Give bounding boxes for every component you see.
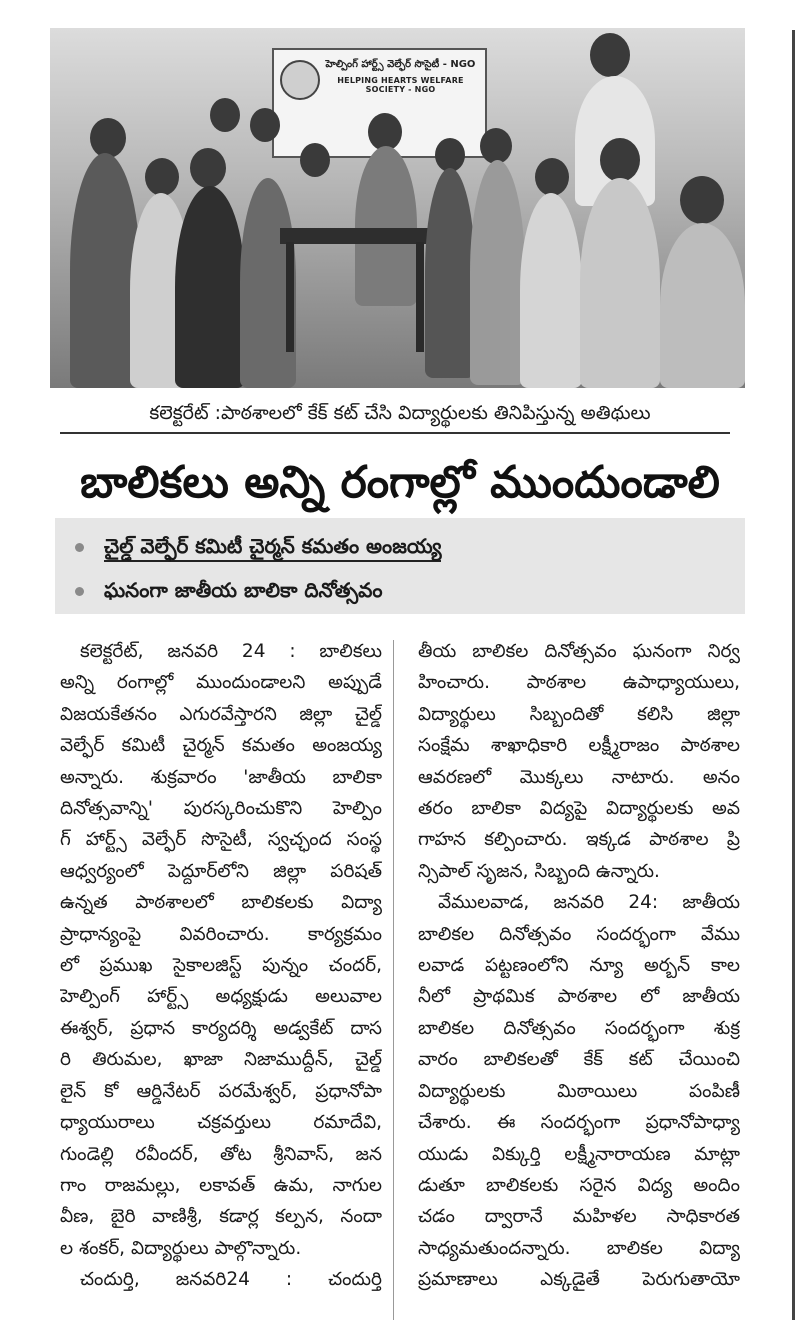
bullet-icon (75, 587, 84, 596)
person (470, 160, 525, 385)
ngo-logo-icon (280, 60, 320, 100)
text-line: హెల్పింగ్ హార్ట్స్ అధ్యక్షుడు అలువాల (60, 986, 382, 1008)
person-head (145, 158, 179, 196)
text-line: ఈశ్వర్, ప్రధాన కార్యదర్శి అడ్వకేట్ దాస (60, 1017, 382, 1039)
text-line: సంక్షేమ శాఖాధికారి లక్ష్మీరాజం పాఠశాల (418, 735, 740, 757)
person (660, 223, 745, 388)
text-line: గాహన కల్పించారు. ఇక్కడ పాఠశాల ప్రి (418, 829, 740, 851)
text-line: తరం బాలికా విద్యపై విద్యార్థులకు అవ (418, 798, 740, 820)
text-line: లో ప్రముఖ సైకాలజిస్ట్ పున్నం చందర్, (60, 955, 382, 977)
text-line: లైన్ కో ఆర్డినేటర్ పరమేశ్వర్, ప్రధానోపా (60, 1080, 382, 1102)
person (355, 146, 417, 306)
page-edge (792, 30, 795, 1320)
person-head (600, 138, 640, 182)
text-line: సాధ్యమతుందన్నారు. బాలికల విద్యా (418, 1237, 740, 1259)
subheading-1-text: చైల్డ్ వెల్ఫేర్ కమిటీ చైర్మన్ కమతం అంజయ్య (104, 534, 441, 562)
person-head (90, 118, 126, 158)
column-divider (393, 640, 394, 1320)
text-line: రి తిరుమల, ఖాజా నిజాముద్దీన్, చైల్డ్ (60, 1049, 382, 1071)
bullet-icon (75, 543, 84, 552)
subheading-2 (75, 570, 383, 610)
article-column-1 (60, 636, 382, 1296)
text-line: చడం ద్వారానే మహిళల సాధికారత (418, 1206, 740, 1228)
text-line: విజయకేతనం ఎగురవేస్తారని జిల్లా చైల్డ్ (60, 703, 382, 725)
text-line: విద్యార్థులకు మిఠాయిలు పంపిణీ (418, 1080, 740, 1102)
banner-title-telugu: హెల్పింగ్ హార్ట్స్ వెల్ఫేర్ సొసైటీ - NGO (325, 59, 476, 70)
text-line: ప్రమాణాలు ఎక్కడైతే పెరుగుతాయో (418, 1269, 740, 1291)
text-line: గుండెల్లి రవీందర్, తోట శ్రీనివాస్, జన (60, 1143, 382, 1165)
subheading-1 (75, 526, 441, 566)
person-head (250, 108, 280, 142)
text-line: ప్రాధాన్యంపై వివరించారు. కార్యక్రమం (60, 923, 382, 945)
text-line: వెల్ఫేర్ కమిటీ చైర్మన్ కమతం అంజయ్య (60, 735, 382, 757)
text-line: ఆవరణలో మొక్కలు నాటారు. అనం (418, 766, 740, 788)
text-line: అన్నారు. శుక్రవారం 'జాతీయ బాలికా (60, 766, 382, 788)
person-head (535, 158, 569, 196)
table-leg (416, 242, 424, 352)
news-photo (50, 28, 745, 388)
text-line: చేశారు. ఈ సందర్భంగా ప్రధానోపాధ్యా (418, 1112, 740, 1134)
text-line: తీయ బాలికల దినోత్సవం ఘనంగా నిర్వ (418, 641, 740, 662)
person-head (210, 98, 240, 132)
person-head (590, 33, 630, 77)
table (280, 228, 430, 244)
text-line: లవాడ పట్టణంలోని న్యూ అర్బన్ కాల (418, 955, 740, 977)
text-line: నీలో ప్రాథమిక పాఠశాల లో జాతీయ (418, 986, 740, 1008)
photo-caption: కలెక్టరేట్ :పాఠశాలలో కేక్ కట్ చేసి విద్యార్థులకు తినిపిస్తున్న అతిథులు (149, 402, 651, 424)
text-line: అన్ని రంగాల్లో ముందుండాలని అప్పుడే (60, 672, 382, 694)
text-line: కలెక్టరేట్, జనవరి 24 : బాలికలు (80, 641, 382, 662)
headline: బాలికలు అన్ని రంగాల్లో ముందుండాలి (80, 457, 720, 508)
person-head (300, 143, 330, 177)
text-line: వీణ, బైరి వాణిశ్రీ, కడార్ల కల్పన, నందా (60, 1206, 382, 1228)
text-line: దినోత్సవాన్ని' పురస్కరించుకొని హెల్పిం (60, 798, 382, 820)
text-line: గ్ హార్ట్స్ వెల్ఫేర్ సొసైటీ, స్వచ్ఛంద సంస్థ (60, 829, 382, 851)
text-line: ఆధ్వర్యంలో పెద్దూర్‌లోని జిల్లా పరిషత్ (60, 860, 382, 882)
person (580, 178, 660, 388)
person (175, 186, 245, 388)
subheadings-box (55, 518, 745, 614)
subheading-2-text: ఘనంగా జాతీయ బాలికా దినోత్సవం (104, 578, 383, 602)
text-line: ఉన్నత పాఠశాలలో బాలికలకు విద్యా (60, 892, 382, 914)
caption-divider (60, 432, 730, 434)
person-head (680, 176, 724, 224)
text-line: న్సిపాల్ సృజన, సిబ్బంది ఉన్నారు. (418, 860, 660, 882)
person (425, 168, 475, 378)
text-line: వారం బాలికలతో కేక్ కట్ చేయించి (418, 1049, 740, 1071)
banner-title-english: HELPING HEARTS WELFARE SOCIETY - NGO (337, 76, 464, 94)
person-head (480, 128, 512, 164)
person-head (435, 138, 465, 172)
text-line: చందుర్తి, జనవరి24 : చందుర్తి (80, 1269, 382, 1291)
text-line: డుతూ బాలికలకు సరైన విద్య అందిం (418, 1174, 740, 1196)
article-column-2 (418, 636, 740, 1296)
person (520, 193, 582, 388)
text-line: యుడు విక్కుర్తి లక్ష్మీనారాయణ మాట్లా (418, 1143, 740, 1165)
text-line: హించారు. పాఠశాల ఉపాధ్యాయులు, (418, 672, 740, 694)
text-line: ల శంకర్, విద్యార్థులు పాల్గొన్నారు. (60, 1237, 302, 1259)
text-line: విద్యార్థులు సిబ్బందితో కలిసి జిల్లా (418, 703, 740, 725)
table-leg (286, 242, 294, 352)
text-line: ధ్యాయురాలు చక్రవర్తులు రమాదేవి, (60, 1112, 382, 1134)
text-line: బాలికల దినోత్సవం సందర్భంగా వేము (418, 923, 740, 945)
text-line: గాం రాజమల్లు, లకావత్ ఉమ, నాగుల (60, 1174, 382, 1196)
person-head (190, 148, 226, 188)
text-line: వేములవాడ, జనవరి 24: జాతీయ (438, 892, 740, 914)
text-line: బాలికల దినోత్సవం సందర్భంగా శుక్ర (418, 1017, 740, 1039)
